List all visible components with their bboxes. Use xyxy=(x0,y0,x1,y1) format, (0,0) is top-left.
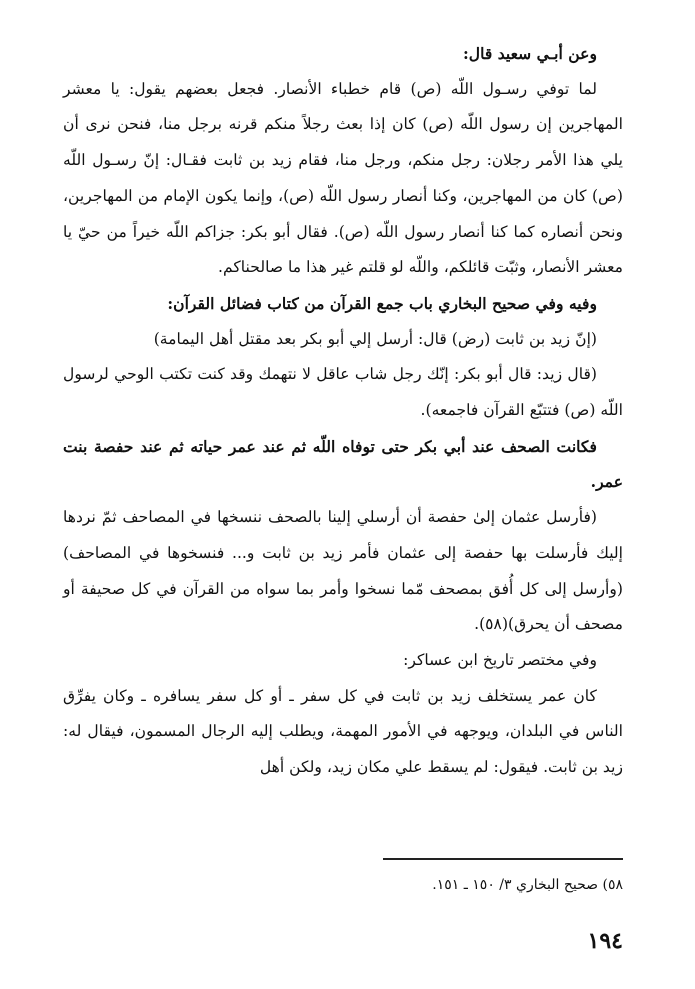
paragraph-7: (فأرسل عثمان إلىٰ حفصة أن أرسلي إلينا بالصحف ننسخها في المصاحف ثمّ نردها إليك فأرسلت بها حفصة إلى عثمان فأمر زيد بن ثابت و... فنسخوها في المصاحف) (وأرسل إلى كل أُفق بمصحف مّما نسخوا وأمر بما سواه من القرآن في كل صحيفة أو مصحف أن يحرق)(٥٨). xyxy=(63,508,623,634)
paragraph-2: لما توفي رسـول اللّه (ص) قام خطباء الأنصار. فجعل بعضهم يقول: يا معشر المهاجرين إن رسول اللّه (ص) كان إذا بعث رجلاً منكم قرنه برجل منا، فنحن نرى أن يلي هذا الأمر رجلان: رجل منكم، ورجل منا، فقام زيد بن ثابت فقـال: إنّ رسـول اللّه (ص) كان من المهاجرين، وكنا أنصار رسول اللّه (ص)، وإنما يكون الإمام من المهاجرين، ونحن أنصاره كما كنا أنصار رسول اللّه (ص). فقال أبو بكر: جزاكم اللّه خيراً من حيّ يا معشر الأنصار، وثبّت قائلكم، واللّه لو قلتم غير هذا ما صالحناكم. xyxy=(63,79,623,277)
main-text xyxy=(63,36,623,786)
page-number: ١٩٤ xyxy=(587,928,623,954)
paragraph-6: فكانت الصحف عند أبي بكر حتى توفاه اللّه ثم عند عمر حياته ثم عند حفصة بنت عمر. xyxy=(63,436,623,492)
paragraph-1: وعن أبـي سعيد قال: xyxy=(462,44,597,63)
footnote-divider xyxy=(383,858,623,860)
footnote: ٥٨) صحيح البخاري ٣/ ١٥٠ ـ ١٥١. xyxy=(432,877,623,893)
paragraph-5: (قال زيد: قال أبو بكر: إنّك رجل شاب عاقل لا نتهمك وقد كنت تكتب الوحي لرسول اللّه (ص) فتتبّع القرآن فاجمعه). xyxy=(63,365,623,420)
paragraph-3: وفيه وفي صحيح البخاري باب جمع القرآن من كتاب فضائل القرآن: xyxy=(167,293,597,313)
paragraph-9: كان عمر يستخلف زيد بن ثابت في كل سفر ـ أو كل سفر يسافره ـ وكان يفرِّق الناس في البلدان، ويوجهه في الأمور المهمة، ويطلب إليه الرجال المسمون، فيقال له: زيد بن ثابت. فيقول: لم يسقط علي مكان زيد، ولكن أهل xyxy=(63,686,623,777)
paragraph-4: (إنّ زيد بن ثابت (رض) قال: أرسل إلي أبو بكر بعد مقتل أهل اليمامة) xyxy=(153,329,597,348)
paragraph-8: وفي مختصر تاريخ ابن عساكر: xyxy=(403,650,597,669)
